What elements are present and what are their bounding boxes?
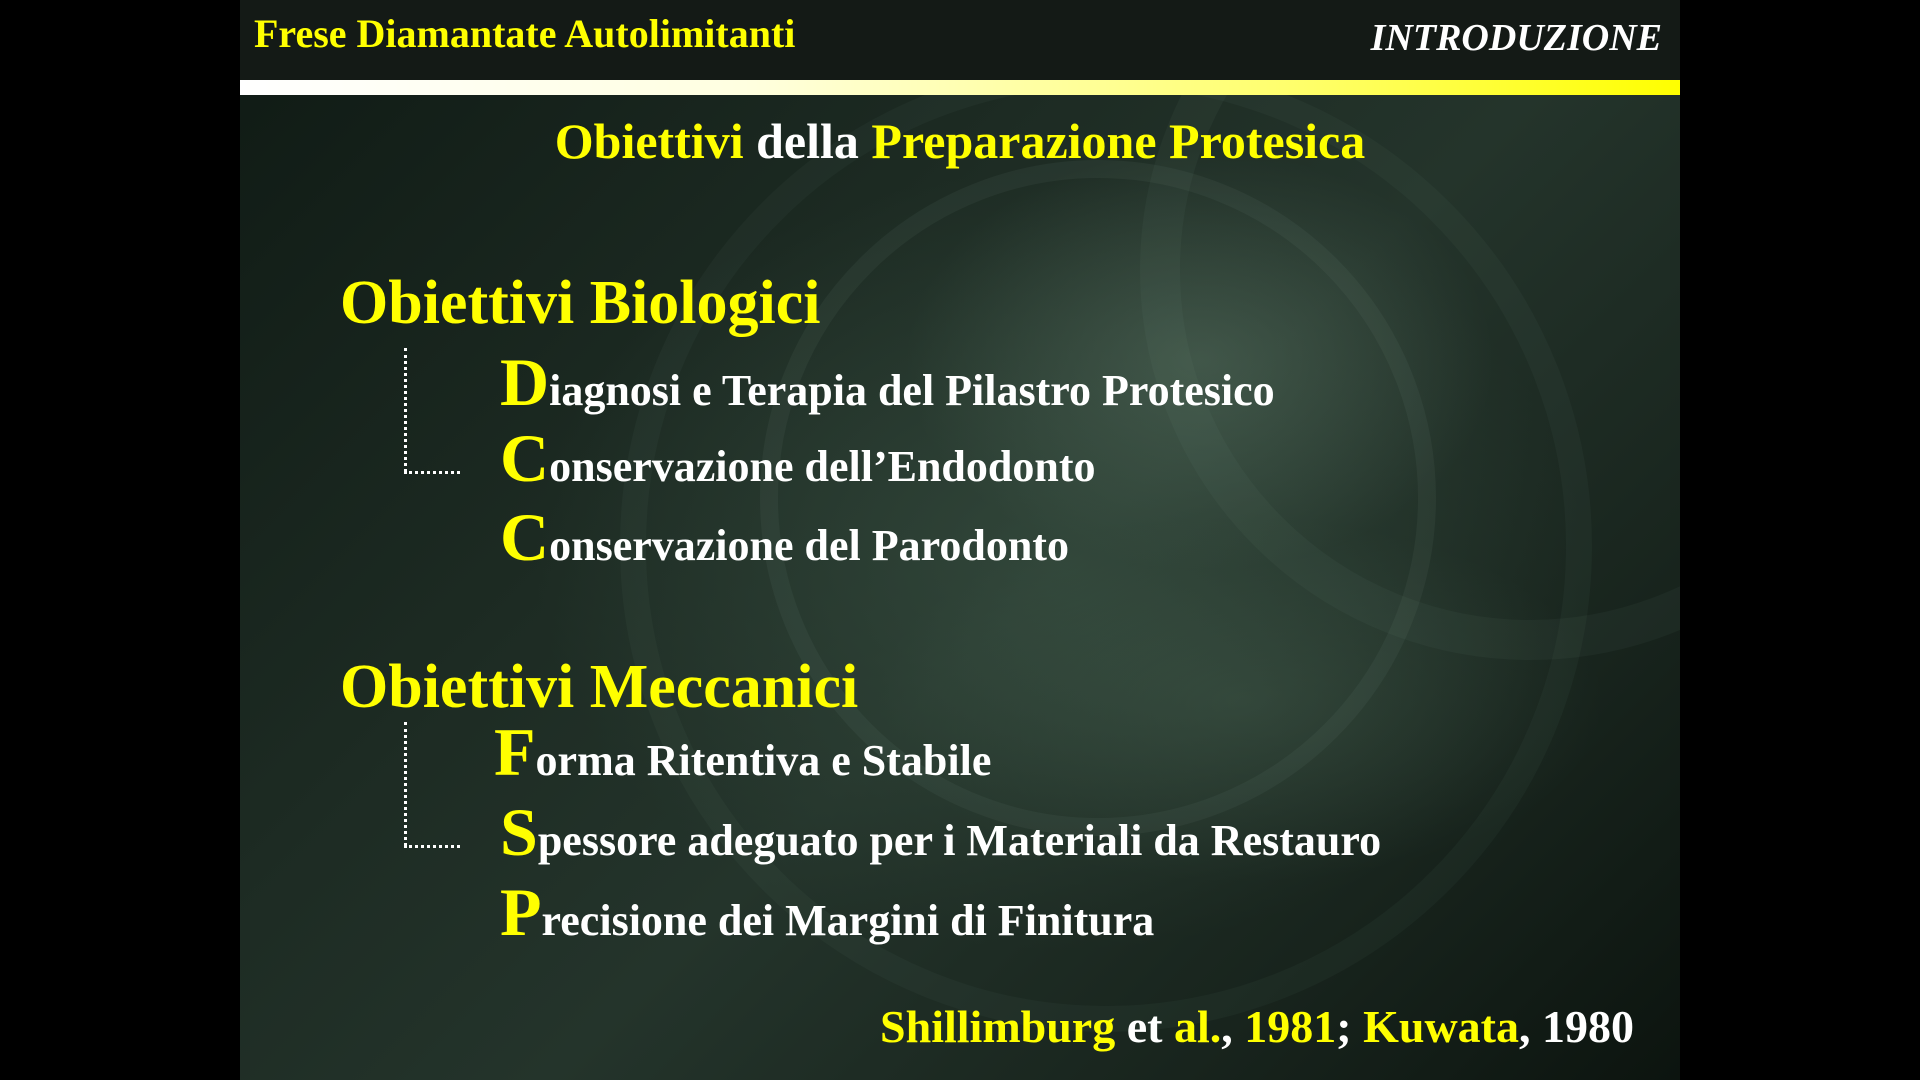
citation-part: ; (1336, 1001, 1364, 1052)
mechanical-item (494, 714, 992, 790)
mechanical-bracket-vertical (404, 722, 407, 846)
slide-title-part: Preparazione Protesica (871, 113, 1366, 169)
citation-part: , (1519, 1001, 1542, 1052)
mechanical-heading: Obiettivi Meccanici (340, 653, 859, 721)
slide-title (240, 112, 1680, 170)
citation-part: et (1115, 1001, 1174, 1052)
citation-part: al. (1173, 1001, 1222, 1052)
biological-bracket-vertical (404, 348, 407, 472)
item-text: orma Ritentiva e Stabile (535, 736, 992, 785)
citation (880, 1000, 1634, 1053)
citation-part: Kuwata (1363, 1001, 1519, 1052)
biological-item (500, 344, 1275, 420)
biological-heading: Obiettivi Biologici (340, 269, 821, 337)
mechanical-item (500, 794, 1382, 870)
presentation-title: Frese Diamantate Autolimitanti (254, 11, 796, 56)
item-text: pessore adeguato per i Materiali da Restauro (537, 816, 1382, 865)
item-initial: C (500, 499, 550, 575)
item-text: recisione dei Margini di Finitura (541, 896, 1155, 945)
header-gradient-rule (240, 80, 1680, 95)
mechanical-bracket-horizontal (404, 845, 460, 848)
item-text: onservazione dell’Endodonto (549, 442, 1096, 491)
slide-title-part: Obiettivi (554, 113, 744, 169)
mechanical-item (500, 874, 1155, 950)
biological-item (500, 420, 1096, 496)
item-text: onservazione del Parodonto (549, 521, 1069, 570)
biological-item (500, 499, 1069, 575)
item-text: iagnosi e Terapia del Pilastro Protesico (549, 366, 1275, 415)
citation-part: 1980 (1542, 1001, 1634, 1052)
item-initial: S (500, 794, 538, 870)
item-initial: D (500, 344, 550, 420)
item-initial: F (494, 714, 536, 790)
citation-part: , (1221, 1001, 1245, 1052)
biological-bracket-horizontal (404, 471, 460, 474)
item-initial: C (500, 420, 550, 496)
slide-title-part: della (743, 113, 872, 169)
header-band (240, 0, 1680, 80)
slide (240, 0, 1680, 1080)
item-initial: P (500, 874, 542, 950)
section-label: INTRODUZIONE (1370, 17, 1662, 59)
citation-part: Shillimburg (880, 1001, 1116, 1052)
citation-part: 1981 (1244, 1001, 1337, 1052)
